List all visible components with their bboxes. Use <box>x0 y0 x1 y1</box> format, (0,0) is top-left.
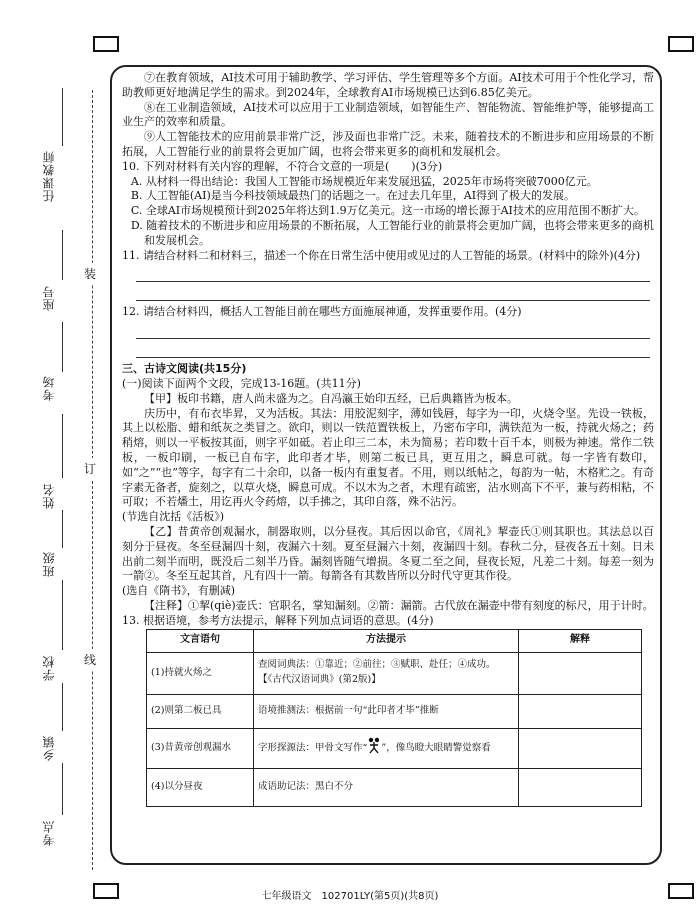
binding-strip <box>0 0 110 917</box>
table-cell-hint <box>254 728 519 768</box>
table-row <box>147 694 642 728</box>
hint-text: 字形探源法：甲骨文写作“ <box>258 742 368 754</box>
text-yi-source: (选自《隋书》，有删减) <box>122 584 236 598</box>
section-3-heading: 三、古诗文阅读(共15分) <box>122 362 247 376</box>
binding-dashed-line <box>92 90 93 870</box>
table-cell-hint: 查阅词典法：①靠近；②前往；③赋职、赴任；④成功。【《古代汉语词典》(第2版)】 <box>254 652 519 694</box>
table-row <box>147 652 642 694</box>
field-class: 班级 <box>42 551 56 577</box>
field-room: 考场 <box>42 375 56 401</box>
field-line <box>62 763 63 815</box>
question-10-stem: 10. 下列对材料有关内容的理解，不符合文意的一项是( )(3分) <box>122 159 443 173</box>
question-10-option-a: A. 从材料一得出结论：我国人工智能市场规模近年来发展迅猛，2025年市场将突破7000亿元。 <box>130 174 598 188</box>
annotation-note: 【注释】①挈(qiè)壶氏：官职名，掌知漏刻。②箭：漏箭。古代放在漏壶中带有刻度的标尺，用于计时。 <box>144 598 654 612</box>
table-row <box>147 768 642 806</box>
answer-line[interactable] <box>136 263 650 282</box>
table-cell-sentence: (2)则第二板已具 <box>147 694 254 728</box>
material-para-8: ⑧在工业制造领域，AI技术可以应用于工业制造领域，如智能生产、智能物流、智能维护等，能够提高工业生产的效率和质量。 <box>122 100 654 129</box>
field-line <box>62 88 63 146</box>
table-row <box>147 728 642 768</box>
question-13: 13. 根据语境，参考方法提示，解释下列加点词语的意思。(4分) <box>122 613 434 627</box>
field-school: 学校 <box>42 655 56 681</box>
table-cell-hint: 语境推测法：根据前一句“此印者才毕”推断 <box>254 694 519 728</box>
field-line <box>62 322 63 372</box>
text-yi-body: 昔黄帝创观漏水，制器取则，以分昼夜。其后因以命官，《周礼》挈壶氏①则其职也。其法总以百刻分于昼夜。冬至昼漏四十刻，夜漏六十刻。夏至昼漏六十刻，夜漏四十刻。春秋二分，昼夜各五十刻。日未出前二刻半而明，既没后二刻半乃昏。漏刻皆随气增损。冬夏二至之间，昼夜长短，凡差二十刻。每差一刻为一箭②。冬至互起其首，凡有四十一箭。每箭各有其数皆所以分时代守更其作役。 <box>122 524 655 583</box>
table-header: 方法提示 <box>254 629 519 652</box>
field-line <box>62 414 63 478</box>
answer-line[interactable] <box>136 320 650 339</box>
material-para-7: ⑦在教育领域，AI技术可用于辅助教学、学习评估、学生管理等多个方面。AI技术可用于个性化学习，帮助教师更好地满足学生的需求。到2024年，全球教育AI市场规模已达到6.85亿美元。 <box>122 71 654 99</box>
question-10-option-b: B. 人工智能(AI)是当今科技领域最热门的话题之一。在过去几年里，AI得到了极大的发展。 <box>130 189 576 203</box>
subsection-1-heading: (一)阅读下面两个文段，完成13-16题。(共11分) <box>122 376 361 390</box>
table-cell-hint: 成语助记法：黑白不分 <box>254 768 519 806</box>
table-header-row <box>147 629 642 652</box>
text-jia-para-1: 【甲】板印书籍，唐人尚未盛为之。自冯瀛王始印五经，已后典籍皆为板本。 <box>144 391 518 405</box>
table-cell-sentence: (3)昔黄帝创观漏水 <box>147 728 254 768</box>
binding-mark-zhuang: 装 <box>84 263 96 284</box>
text-jia-para-2: 庆历中，有布衣毕昇，又为活板。其法：用胶泥刻字，薄如钱唇，每字为一印，火烧令坚。先设一铁板，其上以松脂、蜡和纸灰之类冒之。欲印，则以一铁范置铁板上，乃密布字印，满铁范为一板，持就火炀之；药稍熔，则以一平板按其面，则字平如砥。若止印三二本，未为简易；若印数十百千本，则极为神速。常作二铁板，一板印刷，一板已自布字，此印者才毕，则第二板已具，更互用之，瞬息可就。每一字皆有数印，如“之”“也”等字，每字有二十余印，以备一板内有重复者。不用，则以纸帖之，每韵为一帖，木格贮之。有奇字素无备者，旋刻之，以草火烧，瞬息可成。不以木为之者，木理有疏密，沾水则高下不平，兼与药相粘，不可取；不若燔土，用讫再火令药熔，以手拂之，其印自落，殊不沾污。 <box>122 406 654 509</box>
field-name: 姓名 <box>42 483 56 509</box>
table-cell-answer[interactable] <box>519 694 642 728</box>
field-teacher: 任课教师 <box>42 150 56 202</box>
page-footer: 七年级语文 102701LY(第5页)(共8页) <box>261 891 439 902</box>
question-13-table <box>146 629 642 807</box>
table-cell-answer[interactable] <box>519 768 642 806</box>
oracle-bone-glyph-icon <box>367 736 381 760</box>
question-11: 11. 请结合材料二和材料三，描述一个你在日常生活中使用或见过的人工智能的场景。(材料中的除外)(4分) <box>122 248 641 262</box>
field-line <box>62 580 63 650</box>
field-seat: 座号 <box>42 285 56 311</box>
material-para-9: ⑨人工智能技术的应用前景非常广泛，涉及面也非常广泛。未来，随着技术的不断进步和应用场景的不断拓展，人工智能行业的前景将会更加广阔，也将会带来更多的商机和发展机会。 <box>122 130 654 158</box>
table-cell-sentence: (4)以分昼夜 <box>147 768 254 806</box>
question-12: 12. 请结合材料四，概括人工智能目前在哪些方面施展神通，发挥重要作用。(4分) <box>122 305 522 319</box>
text-jia-intro: 板印书籍，唐人尚未盛为之。自冯瀛王始印五经，已后典籍皆为板本。 <box>177 391 518 405</box>
question-10-option-d: D. 随着技术的不断进步和应用场景的不断拓展，人工智能行业的前景将会更加广阔，也将会带来更多的商机和发展机会。 <box>130 218 654 247</box>
table-header: 文言语句 <box>147 629 254 652</box>
text-jia-source: (节选自沈括《活板》) <box>122 510 225 524</box>
field-line <box>62 230 63 280</box>
field-line <box>62 510 63 548</box>
corner-mark-top-right <box>668 36 694 52</box>
hint-text-tail: ”，像鸟瞪大眼睛警觉察看 <box>381 742 491 754</box>
text-yi-para: 【乙】昔黄帝创观漏水，制器取则，以分昼夜。其后因以命官，《周礼》挈壶氏①则其职也。其法总以百刻分于昼夜。冬至昼漏四十刻，夜漏六十刻。夏至昼漏六十刻，夜漏四十刻。春秋二分，昼夜各五十刻。日未出前二刻半而明，既没后二刻半乃昏。漏刻皆随气增损。冬夏二至之间，昼夜长短，凡差二十刻。每差一刻为一箭②。冬至互起其首，凡有四十一箭。每箭各有其数皆所以分时代守更其作役。 <box>122 524 655 583</box>
field-line <box>62 683 63 731</box>
text-yi-tag: 乙 <box>155 524 167 538</box>
table-cell-sentence: (1)持就火炀之 <box>147 652 254 694</box>
table-header: 解释 <box>519 629 642 652</box>
field-exam-site: 考点 <box>42 820 56 846</box>
answer-line[interactable] <box>136 282 650 301</box>
table-cell-answer[interactable] <box>519 728 642 768</box>
question-10-option-c: C. 全球AI市场规模预计到2025年将达到1.9万亿美元。这一市场的增长源于AI技术的应用范围不断扩大。 <box>130 204 645 218</box>
field-town: 乡镇 <box>42 735 56 761</box>
binding-mark-xian: 线 <box>84 649 96 670</box>
answer-line[interactable] <box>136 339 650 358</box>
table-cell-answer[interactable] <box>519 652 642 694</box>
page-content <box>122 71 654 807</box>
text-jia-tag: 甲 <box>155 391 166 405</box>
binding-mark-ding: 订 <box>84 458 96 479</box>
